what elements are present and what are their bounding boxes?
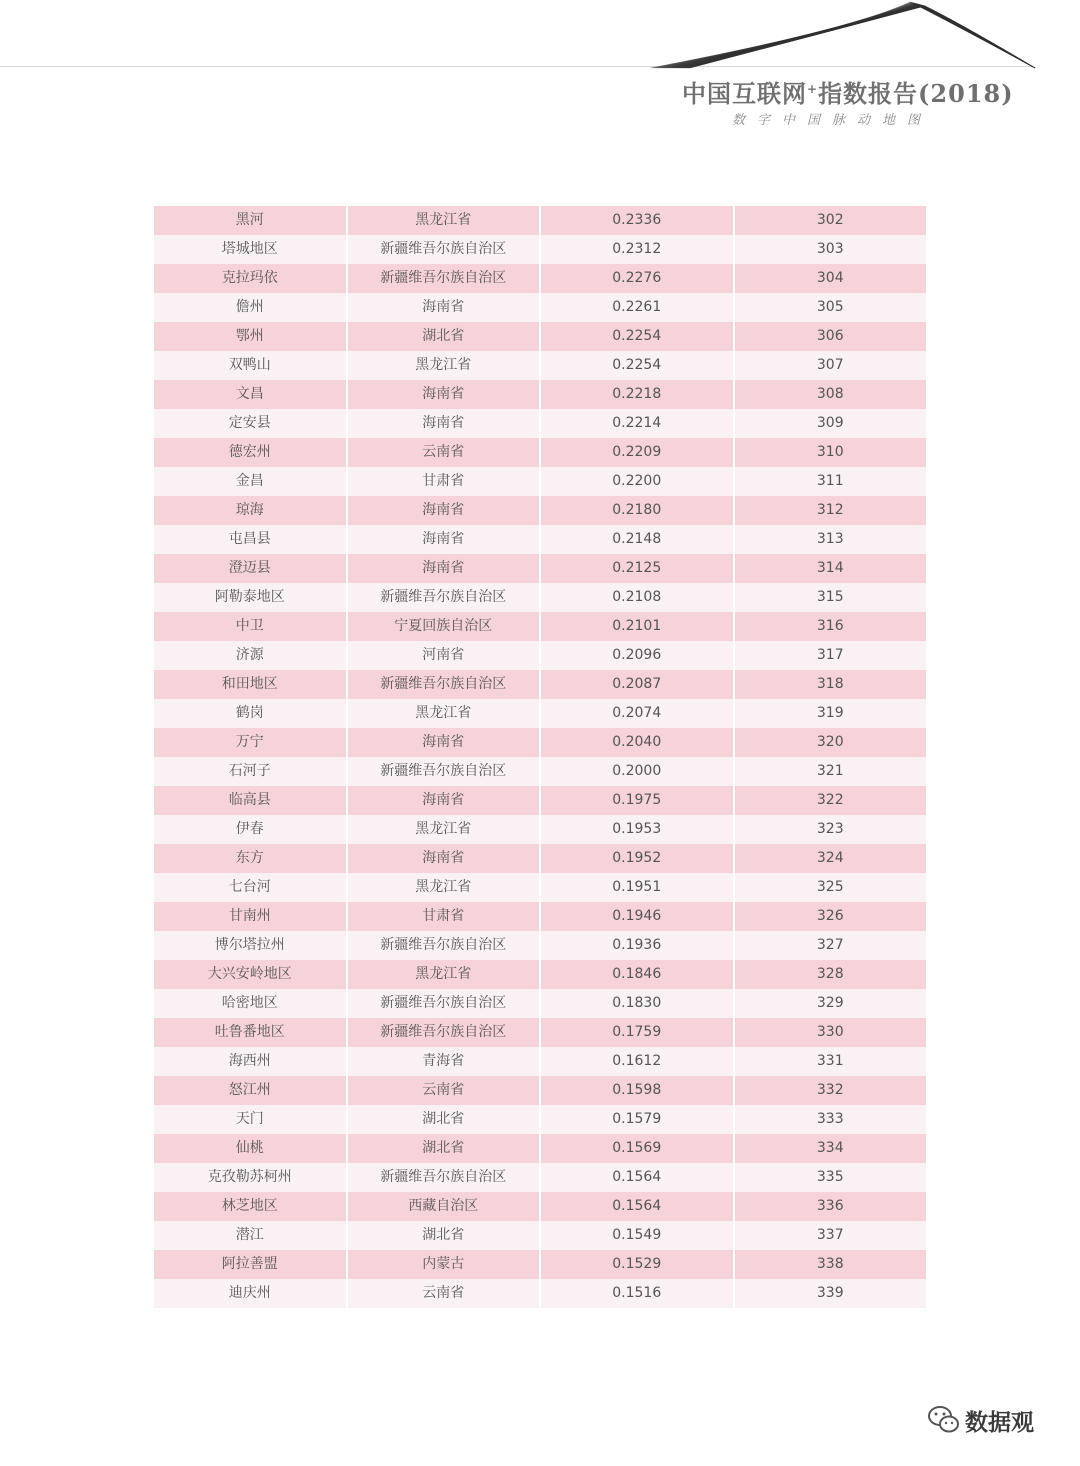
rank-cell: 332 (816, 1082, 844, 1098)
rank-cell: 323 (816, 821, 844, 837)
index-value-cell: 0.2276 (541, 264, 735, 293)
table-row (154, 757, 926, 786)
table-row (154, 525, 926, 554)
index-value-cell: 0.1564 (541, 1163, 735, 1192)
rank-cell: 313 (816, 531, 844, 547)
city-cell: 石河子 (154, 757, 348, 786)
index-value-cell: 0.2254 (541, 351, 735, 380)
rank-cell: 314 (816, 560, 844, 576)
province-cell: 新疆维吾尔族自治区 (348, 264, 542, 293)
index-value-cell: 0.1529 (541, 1250, 735, 1279)
table-row (154, 409, 926, 438)
watermark (927, 1402, 1057, 1438)
city-cell: 潜江 (154, 1221, 348, 1250)
rank-cell: 328 (816, 966, 844, 982)
rank-cell: 329 (816, 995, 844, 1011)
city-cell: 济源 (154, 641, 348, 670)
province-cell: 黑龙江省 (348, 206, 542, 235)
rank-cell: 317 (816, 647, 844, 663)
index-value-cell: 0.1951 (541, 873, 735, 902)
rank-cell: 303 (816, 241, 844, 257)
index-value-cell: 0.2087 (541, 670, 735, 699)
index-value-cell: 0.2074 (541, 699, 735, 728)
province-cell: 河南省 (348, 641, 542, 670)
table-row (154, 554, 926, 583)
table-row (154, 1134, 926, 1163)
city-cell: 克拉玛依 (154, 264, 348, 293)
table-row (154, 1192, 926, 1221)
city-cell: 和田地区 (154, 670, 348, 699)
table-row (154, 931, 926, 960)
index-value-cell: 0.1846 (541, 960, 735, 989)
table-row (154, 380, 926, 409)
province-cell: 新疆维吾尔族自治区 (348, 989, 542, 1018)
report-title-rest: 指数报告(2018) (818, 79, 1014, 108)
report-title-plus: + (807, 82, 819, 96)
table-row (154, 641, 926, 670)
table-row (154, 583, 926, 612)
rank-cell: 312 (816, 502, 844, 518)
province-cell: 甘肃省 (348, 902, 542, 931)
rank-cell: 333 (816, 1111, 844, 1127)
index-value-cell: 0.2254 (541, 322, 735, 351)
rank-cell: 306 (816, 328, 844, 344)
index-value-cell: 0.2040 (541, 728, 735, 757)
index-value-cell: 0.2108 (541, 583, 735, 612)
index-value-cell: 0.2214 (541, 409, 735, 438)
province-cell: 新疆维吾尔族自治区 (348, 757, 542, 786)
index-value-cell: 0.2209 (541, 438, 735, 467)
index-value-cell: 0.1975 (541, 786, 735, 815)
table-row (154, 989, 926, 1018)
index-value-cell: 0.1598 (541, 1076, 735, 1105)
rank-cell: 311 (816, 473, 844, 489)
province-cell: 黑龙江省 (348, 960, 542, 989)
rank-cell: 321 (816, 763, 844, 779)
index-value-cell: 0.1569 (541, 1134, 735, 1163)
table-row (154, 438, 926, 467)
index-value-cell: 0.2000 (541, 757, 735, 786)
index-value-cell: 0.2125 (541, 554, 735, 583)
table-row (154, 612, 926, 641)
province-cell: 黑龙江省 (348, 815, 542, 844)
city-cell: 鄂州 (154, 322, 348, 351)
table-row (154, 235, 926, 264)
rank-cell: 324 (816, 850, 844, 866)
province-cell: 湖北省 (348, 1221, 542, 1250)
city-cell: 儋州 (154, 293, 348, 322)
table-row (154, 1076, 926, 1105)
table-row (154, 1018, 926, 1047)
city-cell: 金昌 (154, 467, 348, 496)
rank-cell: 310 (816, 444, 844, 460)
city-cell: 阿勒泰地区 (154, 583, 348, 612)
rank-cell: 320 (816, 734, 844, 750)
city-cell: 海西州 (154, 1047, 348, 1076)
city-cell: 怒江州 (154, 1076, 348, 1105)
city-cell: 仙桃 (154, 1134, 348, 1163)
province-cell: 新疆维吾尔族自治区 (348, 1018, 542, 1047)
index-value-cell: 0.2218 (541, 380, 735, 409)
rank-cell: 337 (816, 1227, 844, 1243)
province-cell: 新疆维吾尔族自治区 (348, 931, 542, 960)
rank-cell: 336 (816, 1198, 844, 1214)
rank-cell: 308 (816, 386, 844, 402)
wechat-icon (927, 1404, 961, 1436)
province-cell: 海南省 (348, 293, 542, 322)
city-cell: 黑河 (154, 206, 348, 235)
table-row (154, 1250, 926, 1279)
index-value-cell: 0.1936 (541, 931, 735, 960)
city-cell: 天门 (154, 1105, 348, 1134)
city-cell: 甘南州 (154, 902, 348, 931)
rank-cell: 309 (816, 415, 844, 431)
table-row (154, 322, 926, 351)
table-row (154, 699, 926, 728)
rank-cell: 307 (816, 357, 844, 373)
city-cell: 哈密地区 (154, 989, 348, 1018)
index-value-cell: 0.1830 (541, 989, 735, 1018)
province-cell: 内蒙古 (348, 1250, 542, 1279)
index-value-cell: 0.1952 (541, 844, 735, 873)
province-cell: 海南省 (348, 844, 542, 873)
province-cell: 甘肃省 (348, 467, 542, 496)
province-cell: 西藏自治区 (348, 1192, 542, 1221)
rank-cell: 318 (816, 676, 844, 692)
city-cell: 澄迈县 (154, 554, 348, 583)
city-cell: 克孜勒苏柯州 (154, 1163, 348, 1192)
city-cell: 大兴安岭地区 (154, 960, 348, 989)
province-cell: 湖北省 (348, 1134, 542, 1163)
table-row (154, 1163, 926, 1192)
city-cell: 鹤岗 (154, 699, 348, 728)
province-cell: 湖北省 (348, 1105, 542, 1134)
table-row (154, 902, 926, 931)
province-cell: 黑龙江省 (348, 699, 542, 728)
rank-cell: 315 (816, 589, 844, 605)
city-cell: 阿拉善盟 (154, 1250, 348, 1279)
rank-cell: 316 (816, 618, 844, 634)
city-cell: 中卫 (154, 612, 348, 641)
city-cell: 伊春 (154, 815, 348, 844)
province-cell: 海南省 (348, 554, 542, 583)
province-cell: 新疆维吾尔族自治区 (348, 235, 542, 264)
rank-cell: 302 (816, 212, 844, 228)
table-row (154, 786, 926, 815)
ranking-table (154, 206, 926, 1308)
city-cell: 双鸭山 (154, 351, 348, 380)
index-value-cell: 0.2101 (541, 612, 735, 641)
province-cell: 海南省 (348, 496, 542, 525)
rank-cell: 339 (816, 1285, 844, 1301)
rank-cell: 330 (816, 1024, 844, 1040)
city-cell: 博尔塔拉州 (154, 931, 348, 960)
city-cell: 文昌 (154, 380, 348, 409)
table-row (154, 960, 926, 989)
province-cell: 海南省 (348, 409, 542, 438)
city-cell: 林芝地区 (154, 1192, 348, 1221)
index-value-cell: 0.1953 (541, 815, 735, 844)
province-cell: 青海省 (348, 1047, 542, 1076)
index-value-cell: 0.1612 (541, 1047, 735, 1076)
table-row (154, 844, 926, 873)
index-value-cell: 0.1549 (541, 1221, 735, 1250)
index-value-cell: 0.1946 (541, 902, 735, 931)
city-cell: 塔城地区 (154, 235, 348, 264)
table-row (154, 728, 926, 757)
province-cell: 海南省 (348, 525, 542, 554)
province-cell: 宁夏回族自治区 (348, 612, 542, 641)
province-cell: 新疆维吾尔族自治区 (348, 1163, 542, 1192)
table-row (154, 1221, 926, 1250)
city-cell: 琼海 (154, 496, 348, 525)
province-cell: 云南省 (348, 438, 542, 467)
index-value-cell: 0.2336 (541, 206, 735, 235)
table-row (154, 206, 926, 235)
table-row (154, 815, 926, 844)
city-cell: 屯昌县 (154, 525, 348, 554)
index-value-cell: 0.1579 (541, 1105, 735, 1134)
province-cell: 云南省 (348, 1076, 542, 1105)
rank-cell: 335 (816, 1169, 844, 1185)
city-cell: 七台河 (154, 873, 348, 902)
province-cell: 湖北省 (348, 322, 542, 351)
city-cell: 东方 (154, 844, 348, 873)
table-row (154, 293, 926, 322)
city-cell: 德宏州 (154, 438, 348, 467)
rank-cell: 327 (816, 937, 844, 953)
province-cell: 黑龙江省 (348, 351, 542, 380)
table-row (154, 351, 926, 380)
rank-cell: 338 (816, 1256, 844, 1272)
index-value-cell: 0.1516 (541, 1279, 735, 1308)
province-cell: 云南省 (348, 1279, 542, 1308)
city-cell: 万宁 (154, 728, 348, 757)
table-row (154, 467, 926, 496)
index-value-cell: 0.2312 (541, 235, 735, 264)
table-row (154, 670, 926, 699)
city-cell: 临高县 (154, 786, 348, 815)
city-cell: 吐鲁番地区 (154, 1018, 348, 1047)
table-row (154, 496, 926, 525)
city-cell: 定安县 (154, 409, 348, 438)
header-decoration (640, 0, 1040, 70)
watermark-text: 数据观 (965, 1409, 1034, 1436)
table-row (154, 1105, 926, 1134)
report-subtitle: 数字中国脉动地图 (732, 113, 933, 128)
rank-cell: 331 (816, 1053, 844, 1069)
province-cell: 海南省 (348, 786, 542, 815)
province-cell: 黑龙江省 (348, 873, 542, 902)
index-value-cell: 0.2096 (541, 641, 735, 670)
rank-cell: 322 (816, 792, 844, 808)
report-title-main: 中国互联网 (682, 79, 807, 108)
table-row (154, 1047, 926, 1076)
province-cell: 新疆维吾尔族自治区 (348, 583, 542, 612)
rank-cell: 325 (816, 879, 844, 895)
rank-cell: 305 (816, 299, 844, 315)
province-cell: 海南省 (348, 380, 542, 409)
table-row (154, 1279, 926, 1308)
index-value-cell: 0.1564 (541, 1192, 735, 1221)
report-title (682, 74, 1014, 109)
index-value-cell: 0.2200 (541, 467, 735, 496)
index-value-cell: 0.1759 (541, 1018, 735, 1047)
index-value-cell: 0.2261 (541, 293, 735, 322)
table-row (154, 264, 926, 293)
rank-cell: 304 (816, 270, 844, 286)
index-value-cell: 0.2180 (541, 496, 735, 525)
index-value-cell: 0.2148 (541, 525, 735, 554)
city-cell: 迪庆州 (154, 1279, 348, 1308)
province-cell: 新疆维吾尔族自治区 (348, 670, 542, 699)
province-cell: 海南省 (348, 728, 542, 757)
rank-cell: 319 (816, 705, 844, 721)
rank-cell: 326 (816, 908, 844, 924)
table-row (154, 873, 926, 902)
rank-cell: 334 (816, 1140, 844, 1156)
